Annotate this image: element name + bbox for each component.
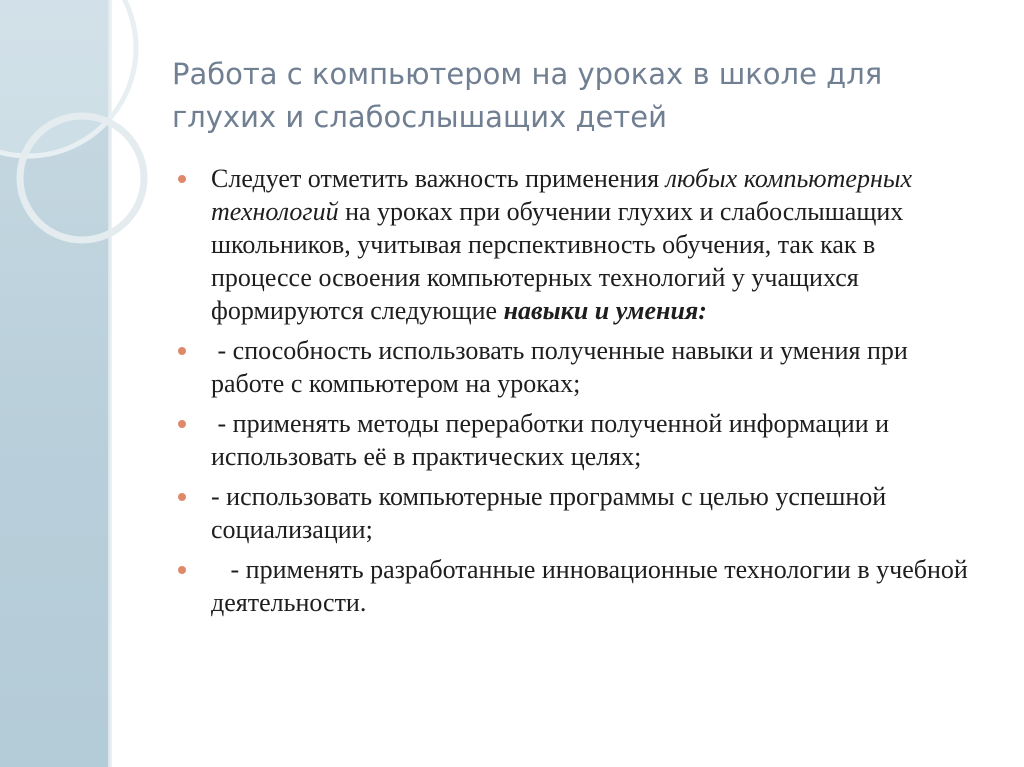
bullet-text-segment: навыки и умения: [503,296,707,325]
bullet-text-segment: - применять разработанные инновационные технологии в учебной деятельности. [211,555,968,617]
bullet-dot-icon [178,175,186,183]
bullet-dot-icon [178,420,186,428]
bullet-text-segment: Следует отметить важность применения [211,164,666,193]
slide-title: Работа с компьютером на уроках в школе для глухих и слабослышащих детей [172,57,883,134]
bullet-list [178,162,978,626]
bullet-item [178,334,978,400]
bullet-item [178,553,978,619]
large-circle-outline [0,0,136,156]
bullet-dot-icon [178,347,186,355]
bullet-text-segment: - применять методы переработки полученной информации и использовать её в практических целях; [211,409,890,471]
bullet-text-segment: - способность использовать полученные навыки и умения при работе с компьютером на уроках; [211,336,908,398]
bullet-dot-icon [178,493,186,501]
bullet-item [178,407,978,473]
bullet-dot-icon [178,566,186,574]
decorative-circles [0,0,200,300]
bullet-text-segment: - использовать компьютерные программы с целью успешной социализации; [211,482,887,544]
bullet-item [178,480,978,546]
bullet-text-segment: любых компьютерных технологий [211,164,912,226]
bullet-item [178,162,978,327]
bullet-text-segment: на уроках при обучении глухих и слабослышащих школьников, учитывая перспективность обучения, так как в процессе освоения компьютерных технологий у учащихся формируются следующие [211,197,904,325]
